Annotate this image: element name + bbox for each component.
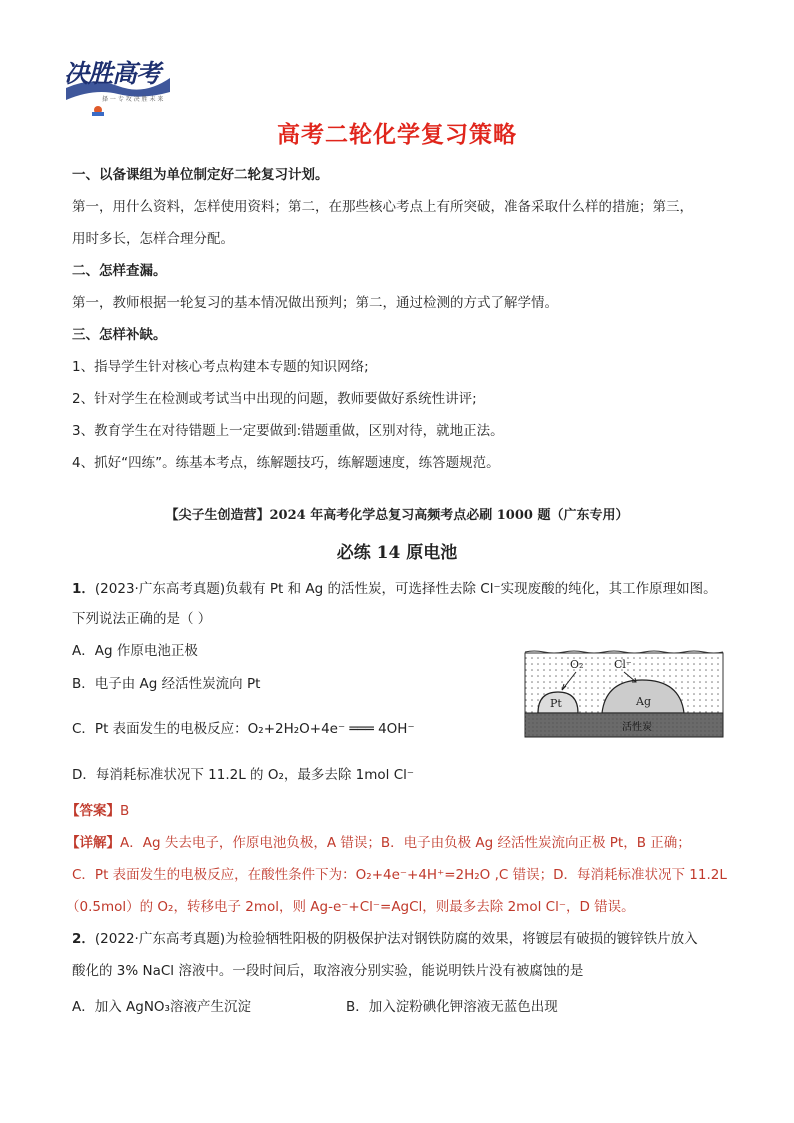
diagram-label-ag: Ag — [636, 695, 651, 708]
question-2-number: 2． — [72, 931, 95, 947]
section-3-heading: 三、怎样补缺。 — [72, 327, 167, 343]
diagram-label-carbon: 活性炭 — [622, 722, 652, 733]
question-1-detail-line-3: （0.5mol）的 O₂，转移电子 2mol，则 Ag-e⁻+Cl⁻=AgCl，则最多去除 2mol Cl⁻，D 错误。 — [66, 899, 635, 915]
diagram-label-pt: Pt — [550, 697, 562, 710]
question-1-option-c-equation: O₂+2H₂O+4e⁻ ═══ 4OH⁻ — [247, 721, 415, 737]
brand-logo — [62, 48, 174, 120]
detail-text-1: A．Ag 失去电子，作原电池负极，A 错误；B．电子由负极 Ag 经活性炭流向正极 Pt，B 正确； — [120, 835, 691, 851]
series-header: 【尖子生创造营】2024 年高考化学总复习高频考点必刷 1000 题（广东专用） — [165, 508, 629, 523]
question-1-answer — [66, 802, 129, 820]
logo-text: 决胜高考 — [64, 59, 161, 88]
answer-tag: 【答案】 — [66, 803, 120, 819]
answer-value: B — [120, 803, 130, 819]
question-2-option-b: B．加入淀粉碘化钾溶液无蓝色出现 — [346, 999, 558, 1015]
section-3-item: 2、针对学生在检测或考试当中出现的问题，教师要做好系统性讲评; — [72, 391, 477, 407]
section-3-item: 1、指导学生针对核心考点构建本专题的知识网络; — [72, 359, 369, 375]
question-2-stem-line-1 — [72, 930, 698, 948]
section-1-paragraph-line-1: 第一，用什么资料，怎样使用资料；第二，在那些核心考点上有所突破，准备采取什么样的措施；第三， — [72, 199, 693, 215]
question-1-number: 1． — [72, 581, 95, 597]
question-2-stem-line-2: 酸化的 3% NaCl 溶液中。一段时间后，取溶液分别实验，能说明铁片没有被腐蚀的是 — [72, 963, 584, 979]
question-1-option-d: D．每消耗标准状况下 11.2L 的 O₂，最多去除 1mol Cl⁻ — [72, 767, 415, 783]
diagram-label-cl: Cl⁻ — [614, 658, 632, 671]
section-2-paragraph: 第一，教师根据一轮复习的基本情况做出预判；第二，通过检测的方式了解学情。 — [72, 295, 558, 311]
galvanic-cell-figure — [524, 650, 724, 738]
diagram-label-o2: O₂ — [570, 658, 584, 671]
logo-slogan: 择 一 专 攻 决 胜 未 来 — [102, 96, 164, 103]
section-3-item: 3、教育学生在对待错题上一定要做到:错题重做，区别对待，就地正法。 — [72, 423, 504, 439]
detail-tag: 【详解】 — [66, 835, 120, 851]
question-1-detail-line-2: C．Pt 表面发生的电极反应，在酸性条件下为：O₂+4e⁻+4H⁺=2H₂O ,C 错误；D．每消耗标准状况下 11.2L — [72, 867, 727, 883]
page-title: 高考二轮化学复习策略 — [277, 122, 517, 148]
section-1-heading: 一、以备课组为单位制定好二轮复习计划。 — [72, 167, 329, 183]
question-1-detail-line-1 — [66, 834, 691, 852]
galvanic-cell-diagram — [524, 650, 724, 738]
question-2-stem-text: (2022·广东高考真题)为检验牺牲阳极的阴极保护法对钢铁防腐的效果，将镀层有破损的镀锌铁片放入 — [94, 931, 698, 947]
section-1-paragraph-line-2: 用时多长，怎样合理分配。 — [72, 231, 234, 247]
question-1-option-b: B．电子由 Ag 经活性炭流向 Pt — [72, 676, 261, 692]
question-1-option-a: A．Ag 作原电池正极 — [72, 643, 198, 659]
question-2-option-a: A．加入 AgNO₃溶液产生沉淀 — [72, 999, 251, 1015]
question-1-option-c-text: C．Pt 表面发生的电极反应： — [72, 721, 248, 737]
question-1-option-c — [72, 720, 415, 738]
section-3-item: 4、抓好“四练”。练基本考点，练解题技巧，练解题速度，练答题规范。 — [72, 455, 500, 471]
chapter-title: 必练 14 原电池 — [336, 543, 458, 563]
question-1-stem-text: (2023·广东高考真题)负载有 Pt 和 Ag 的活性炭，可选择性去除 Cl⁻实现废酸的纯化，其工作原理如图。 — [94, 581, 717, 597]
question-1-stem-line-2: 下列说法正确的是（ ） — [72, 611, 212, 627]
question-1-stem-line-1 — [72, 580, 717, 598]
section-2-heading: 二、怎样查漏。 — [72, 263, 167, 279]
